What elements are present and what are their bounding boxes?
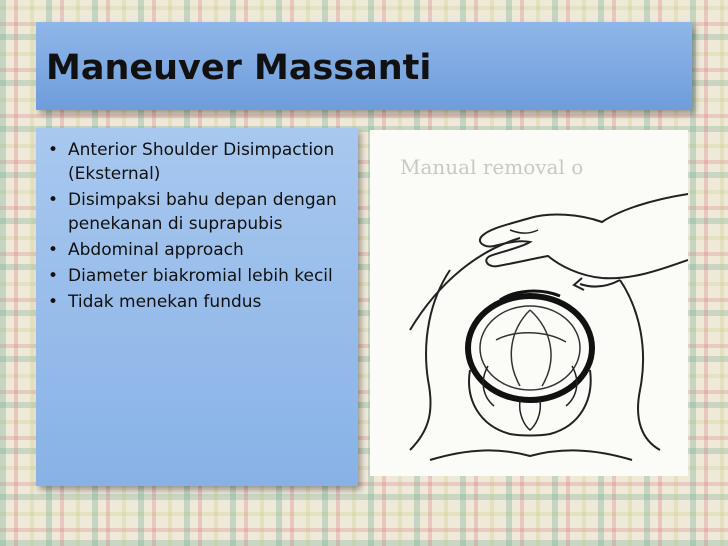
bullet-text: Anterior Shoulder Disimpaction (Eksternal) (68, 140, 335, 184)
bullet-item (44, 188, 354, 236)
bullet-list (36, 128, 358, 314)
illustration-figure (370, 130, 688, 476)
bullet-glyph: • (48, 292, 59, 312)
bullet-text: Diameter biakromial lebih kecil (68, 266, 333, 286)
bullet-glyph: • (48, 240, 59, 260)
bullet-item (44, 138, 354, 186)
bullet-glyph: • (48, 266, 59, 286)
figure-caption-faint: Manual removal o (400, 155, 584, 179)
bullet-item (44, 264, 354, 288)
title-bar (36, 22, 692, 110)
bullet-text: Disimpaksi bahu depan dengan penekanan di suprapubis (68, 190, 337, 234)
bullet-item (44, 238, 354, 262)
obstetric-illustration-icon (370, 130, 688, 476)
slide-title: Maneuver Massanti (46, 48, 432, 88)
content-panel (36, 128, 358, 486)
bullet-glyph: • (48, 140, 59, 160)
bullet-text: Tidak menekan fundus (68, 292, 262, 312)
bullet-item (44, 290, 354, 314)
bullet-text: Abdominal approach (68, 240, 244, 260)
bullet-glyph: • (48, 190, 59, 210)
